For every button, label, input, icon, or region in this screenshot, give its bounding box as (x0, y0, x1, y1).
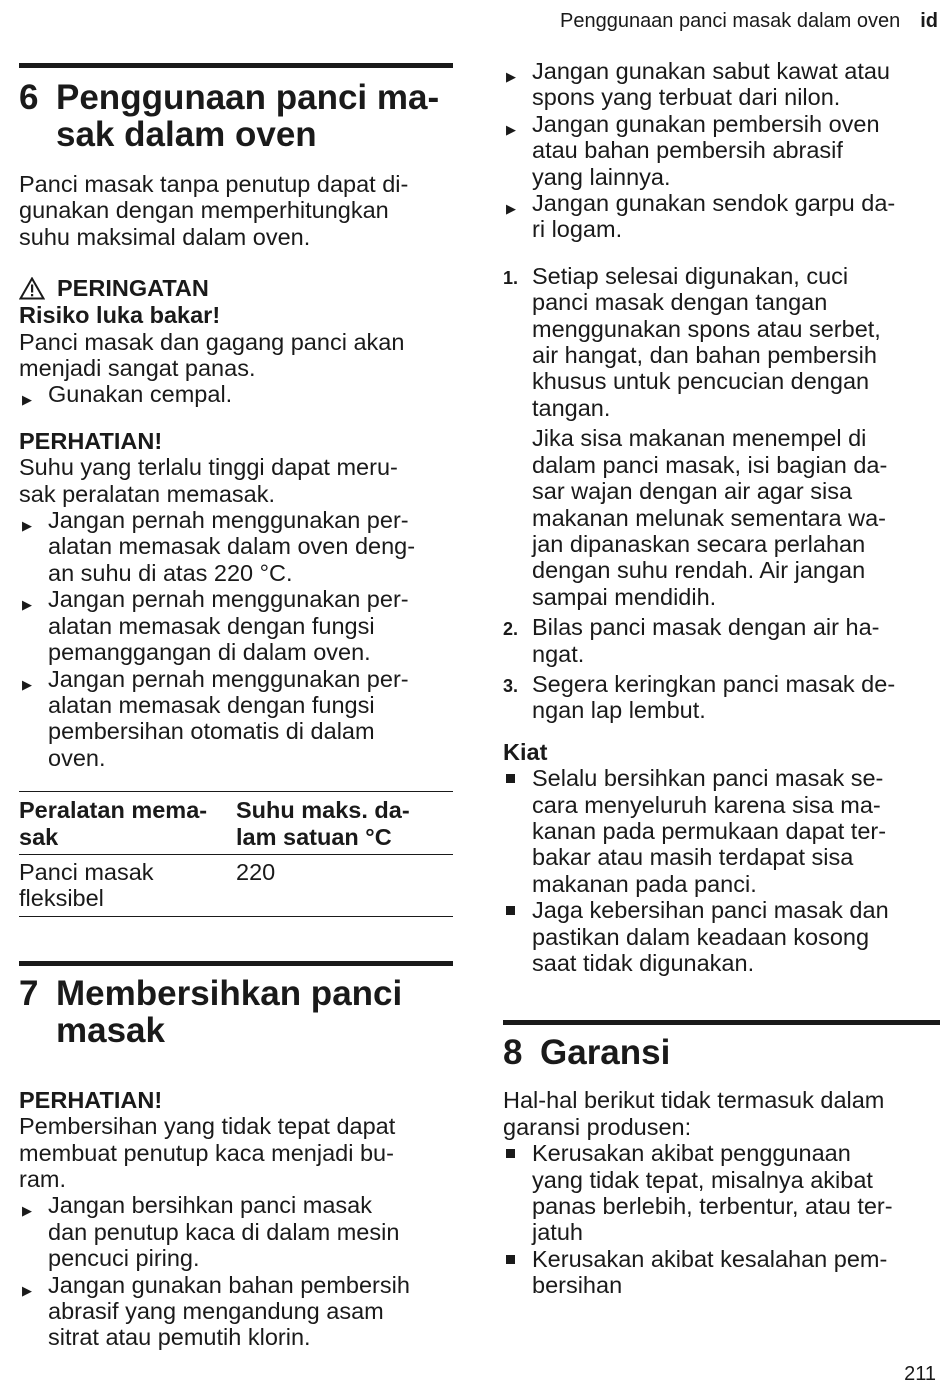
triangle-bullet-icon: ▶ (506, 201, 516, 217)
warning-label: PERINGATAN (57, 275, 209, 302)
text-line: Jangan pernah menggunakan per- (48, 665, 409, 692)
text-line: kanan pada permukaan dapat ter- (532, 817, 887, 844)
text-line: bakar atau masih terdapat sisa (532, 844, 854, 871)
text-line: Kerusakan akibat penggunaan (532, 1140, 851, 1167)
cleaning-steps (503, 263, 940, 724)
step-note (532, 425, 940, 610)
text-line: alatan memasak dengan fungsi (48, 691, 375, 718)
triangle-bullet-icon: ▶ (22, 1282, 32, 1298)
text-line: Peralatan mema- (19, 797, 208, 824)
text-line: saat tidak digunakan. (532, 950, 755, 976)
list-item (19, 381, 453, 407)
section-7-rule (19, 961, 453, 966)
text-line: dalam panci masak, isi bagian da- (532, 451, 888, 478)
step-item (503, 614, 940, 667)
text-line: makanan melunak sementara wa- (532, 504, 886, 531)
section-8-rule (503, 1020, 940, 1025)
notice-bullets-continued (503, 58, 940, 243)
section-number: 6 (19, 78, 39, 117)
title-line: Membersihkan panci (56, 973, 403, 1013)
warning-bullets (19, 381, 453, 407)
text-line: Suhu yang terlalu tinggi dapat meru- (19, 454, 398, 481)
triangle-bullet-icon: ▶ (22, 518, 32, 534)
square-bullet-icon (506, 906, 515, 915)
title-line: sak dalam oven (56, 115, 317, 154)
section-8-title (503, 1034, 940, 1071)
left-column (19, 0, 453, 1351)
text-line: Jangan bersihkan panci masak (48, 1192, 372, 1219)
text-line: Kerusakan akibat kesalahan pem- (532, 1245, 888, 1272)
step-number: 3. (503, 675, 519, 696)
section-7-title (19, 975, 453, 1049)
text-line: sak peralatan memasak. (19, 480, 276, 507)
text-line: an suhu di atas 220 °C. (48, 559, 293, 586)
text-line: bersihan (532, 1272, 623, 1299)
text-line: dan penutup kaca di dalam mesin (48, 1218, 400, 1245)
text-line: sak (19, 823, 59, 850)
step-number: 1. (503, 267, 519, 288)
text-line: fleksibel (19, 885, 104, 912)
text-line: Jangan pernah menggunakan per- (48, 507, 409, 534)
table-header-cell (236, 792, 453, 855)
tips-list (503, 765, 940, 976)
section-8-intro (503, 1087, 940, 1140)
text-line: sitrat atau pemutih klorin. (48, 1324, 311, 1351)
list-item (19, 507, 453, 586)
temperature-table (19, 791, 453, 917)
text-line: garansi produsen: (503, 1113, 692, 1140)
text-line: menjadi sangat panas. (19, 355, 256, 382)
warning-heading (19, 275, 453, 302)
notice-label: PERHATIAN! (19, 427, 163, 454)
text-line: menggunakan spons atau serbet, (532, 315, 881, 342)
triangle-bullet-icon: ▶ (506, 69, 516, 84)
triangle-bullet-icon: ▶ (22, 392, 32, 408)
title-line: Garansi (540, 1033, 671, 1073)
text-line: alatan memasak dalam oven deng- (48, 533, 416, 560)
tips-block (503, 739, 940, 977)
text-line: dengan suhu rendah. Air jangan (532, 557, 866, 584)
text-line: abrasif yang mengandung asam (48, 1298, 384, 1324)
text-line: oven. (48, 744, 106, 771)
text-line: pastikan dalam keadaan kosong (532, 923, 870, 950)
text-line: yang lainnya. (532, 163, 671, 190)
notice-bullets (19, 507, 453, 771)
text-line: ri logam. (532, 216, 623, 243)
text-line: Gunakan cempal. (48, 381, 233, 408)
warning-triangle-icon (19, 277, 45, 300)
section-number: 8 (503, 1033, 523, 1073)
text-line: Panci masak dan gagang panci akan (19, 328, 405, 355)
text-line: Segera keringkan panci masak de- (532, 670, 896, 697)
triangle-bullet-icon: ▶ (506, 121, 516, 137)
text-line: panas berlebih, terbentur, atau ter- (532, 1193, 893, 1220)
list-item (503, 1140, 940, 1246)
text-line: Jangan pernah menggunakan per- (48, 586, 409, 613)
square-bullet-icon (506, 1255, 515, 1264)
text-line: cara menyeluruh karena sisa ma- (532, 791, 881, 818)
list-item (19, 586, 453, 665)
text-line: Hal-hal berikut tidak termasuk dalam (503, 1087, 885, 1114)
text-line: Setiap selesai digunakan, cuci (532, 262, 849, 289)
text-line: membuat penutup kaca menjadi bu- (19, 1139, 394, 1166)
triangle-bullet-icon: ▶ (22, 597, 32, 613)
notice-block (19, 1087, 453, 1351)
title-line: masak (56, 1010, 165, 1050)
text-line: Jika sisa makanan menempel di (532, 425, 867, 452)
text-line: Jaga kebersihan panci masak dan (532, 897, 889, 924)
step-item (503, 263, 940, 610)
warning-subtitle: Risiko luka bakar! (19, 302, 221, 329)
text-line: 220 (236, 858, 276, 885)
text-line: alatan memasak dengan fungsi (48, 612, 375, 639)
section-6-intro (19, 171, 453, 250)
list-item (503, 58, 940, 111)
text-line: atau bahan pembersih abrasif (532, 137, 843, 164)
text-line: khusus untuk pencucian dengan (532, 368, 870, 395)
text-line: ngan lap lembut. (532, 697, 706, 724)
text-line: ram. (19, 1165, 66, 1192)
section-number: 7 (19, 973, 39, 1013)
square-bullet-icon (506, 1149, 515, 1158)
table-header-row (19, 792, 453, 855)
text-line: yang tidak tepat, misalnya akibat (532, 1166, 873, 1193)
list-item (19, 1192, 453, 1271)
text-line: Jangan gunakan sendok garpu da- (532, 190, 896, 217)
notice-bullets (19, 1192, 453, 1350)
text-line: sampai mendidih. (532, 583, 717, 610)
header-title: Penggunaan panci masak dalam oven (559, 10, 901, 32)
square-bullet-icon (506, 774, 515, 783)
text-line: Selalu bersihkan panci masak se- (532, 765, 884, 792)
table-header-cell (19, 792, 236, 855)
step-number: 2. (503, 619, 519, 640)
page-number: 211 (904, 1363, 936, 1385)
language-code: id (920, 10, 938, 32)
text-line: Bilas panci masak dengan air ha- (532, 614, 880, 641)
section-6-title (19, 79, 453, 153)
notice-block (19, 428, 453, 771)
table-cell (236, 854, 453, 916)
text-line: gunakan dengan memperhitungkan (19, 197, 389, 224)
list-item (503, 111, 940, 190)
table-cell (19, 854, 236, 916)
text-line: lam satuan °C (236, 823, 392, 850)
tips-label: Kiat (503, 738, 548, 765)
warning-block (19, 275, 453, 408)
list-item (503, 897, 940, 976)
list-item (503, 190, 940, 243)
notice-label: PERHATIAN! (19, 1086, 163, 1113)
step-item (503, 671, 940, 724)
text-line: pemanggangan di dalam oven. (48, 639, 371, 666)
text-line: tangan. (532, 394, 611, 421)
list-item (19, 1272, 453, 1351)
text-line: Pembersihan yang tidak tepat dapat (19, 1113, 396, 1140)
list-item (503, 765, 940, 897)
text-line: Jangan gunakan sabut kawat atau (532, 58, 890, 84)
section-6-rule (19, 63, 453, 68)
text-line: sar wajan dengan air agar sisa (532, 478, 853, 505)
text-line: Jangan gunakan pembersih oven (532, 110, 880, 137)
warranty-exclusions (503, 1140, 940, 1298)
text-line: Suhu maks. da- (236, 797, 410, 824)
text-line: Panci masak (19, 858, 154, 885)
list-item (19, 666, 453, 772)
text-line: panci masak dengan tangan (532, 289, 828, 316)
triangle-bullet-icon: ▶ (22, 676, 32, 692)
text-line: ngat. (532, 640, 585, 667)
right-column (503, 0, 940, 1299)
text-line: jan dipanaskan secara perlahan (532, 530, 866, 557)
text-line: jatuh (532, 1219, 583, 1246)
text-line: Panci masak tanpa penutup dapat di- (19, 171, 409, 197)
table-row (19, 854, 453, 916)
text-line: pencuci piring. (48, 1245, 200, 1272)
title-line: Penggunaan panci ma- (56, 78, 440, 117)
text-line: air hangat, dan bahan pembersih (532, 342, 877, 369)
text-line: pembersihan otomatis di dalam (48, 718, 375, 745)
triangle-bullet-icon: ▶ (22, 1203, 32, 1219)
text-line: suhu maksimal dalam oven. (19, 223, 311, 250)
text-line: makanan pada panci. (532, 870, 757, 897)
list-item (503, 1246, 940, 1299)
text-line: spons yang terbuat dari nilon. (532, 84, 841, 111)
text-line: Jangan gunakan bahan pembersih (48, 1271, 410, 1298)
